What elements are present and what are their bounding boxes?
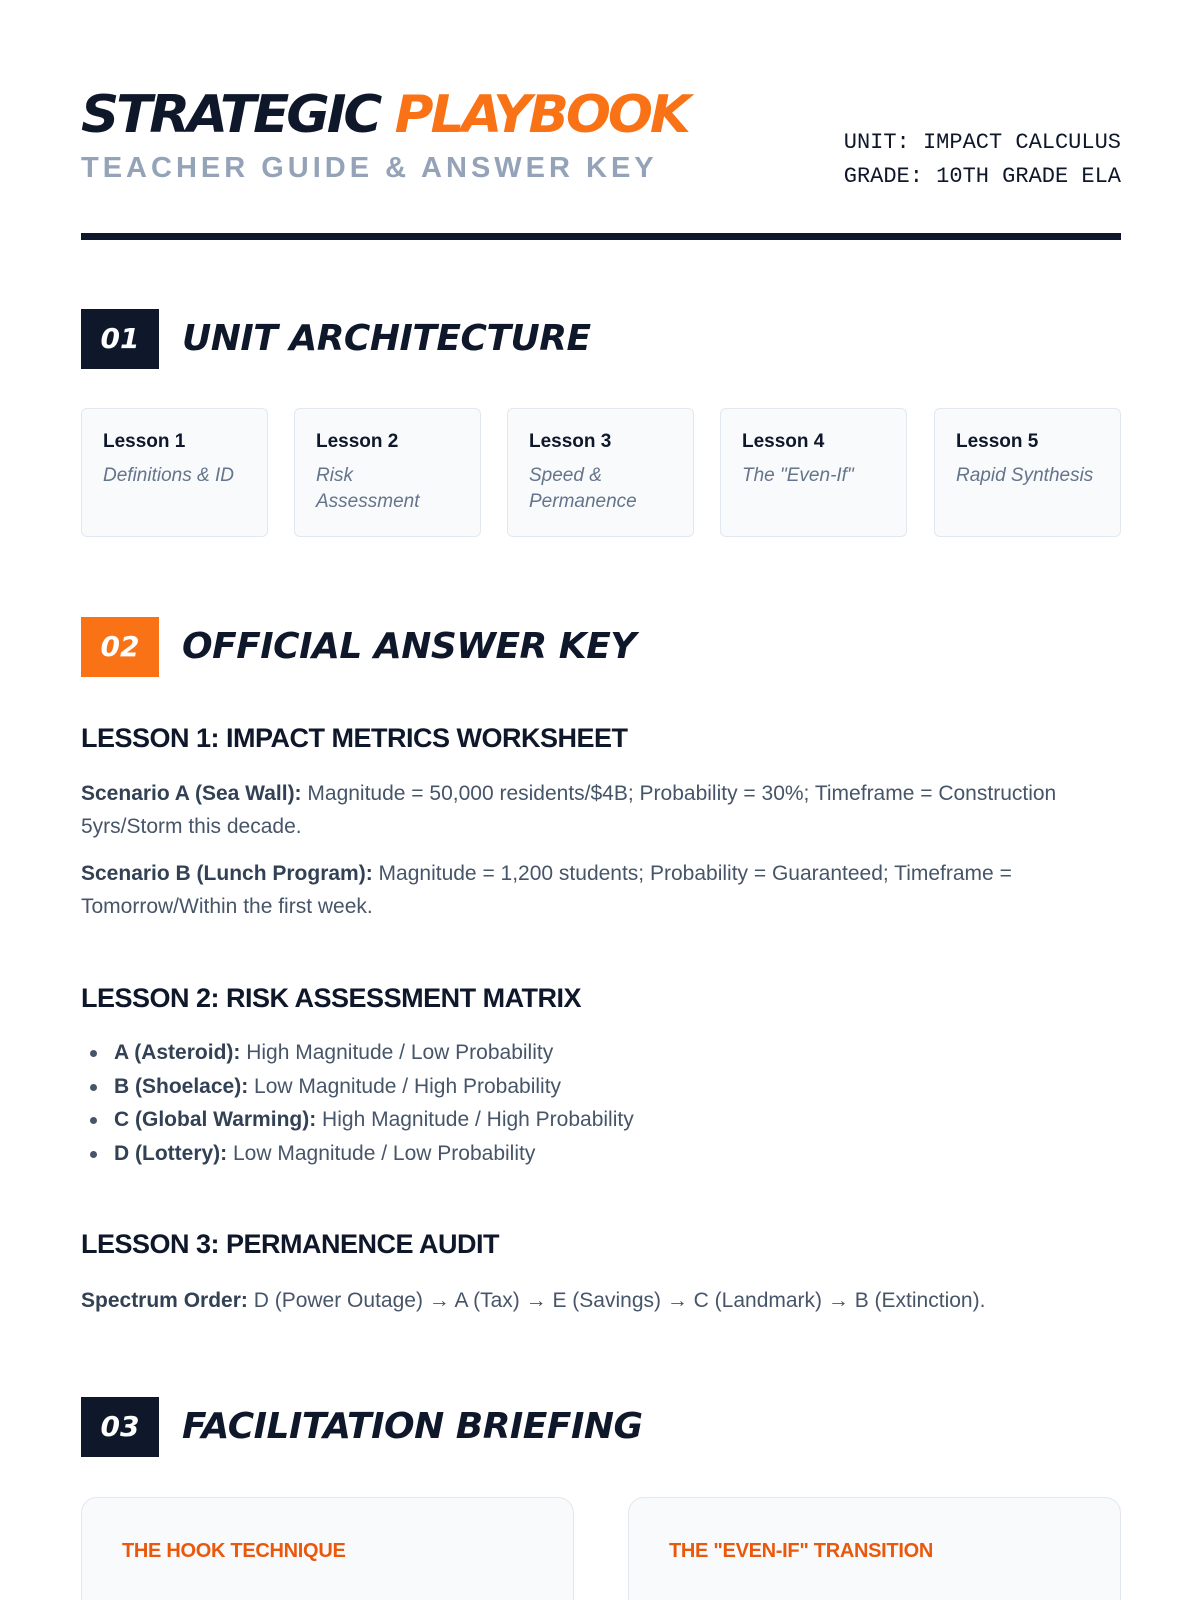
facilitation-card-title: THE HOOK TECHNIQUE [122, 1540, 346, 1562]
title-part-strategic: STRATEGIC [81, 85, 380, 145]
section-number-badge: 01 [81, 309, 159, 369]
section-number-badge: 02 [81, 617, 159, 677]
spectrum-order-answer [81, 1284, 1121, 1317]
item-label: A (Asteroid): [114, 1041, 241, 1064]
bullet-icon [90, 1050, 97, 1057]
bullet-icon [90, 1084, 97, 1091]
unit-line: UNIT: IMPACT CALCULUS [843, 130, 1121, 155]
document-title [81, 82, 688, 148]
title-part-playbook: PLAYBOOK [394, 85, 688, 145]
scenario-b-answer [81, 857, 1121, 923]
lesson-name: Lesson 3 [529, 431, 612, 452]
section-number-badge: 03 [81, 1397, 159, 1457]
item-text: High Magnitude / High Probability [316, 1108, 634, 1131]
facilitation-card-even-if [628, 1497, 1121, 1600]
lesson-name: Lesson 5 [956, 431, 1039, 452]
lesson-name: Lesson 2 [316, 431, 399, 452]
lesson-cards [81, 408, 1121, 537]
item-text: Low Magnitude / High Probability [248, 1074, 562, 1098]
lesson-card-2 [294, 408, 481, 537]
item-label: B (Shoelace): [114, 1074, 249, 1098]
section-facilitation-briefing [81, 1397, 1121, 1457]
lesson-description: Speed & Permanence [529, 465, 637, 512]
scenario-a-answer [81, 777, 1121, 843]
lesson-description: Rapid Synthesis [956, 465, 1094, 486]
section-unit-architecture [81, 309, 1121, 369]
facilitation-card-title: THE "EVEN-IF" TRANSITION [669, 1540, 933, 1562]
item-text: Low Magnitude / Low Probability [227, 1141, 536, 1165]
lesson-card-1 [81, 408, 268, 537]
scenario-a-text: Magnitude = 50,000 residents/$4B; Probability = 30%; Timeframe = Construction 5yrs/Storm this decade. [81, 782, 1057, 838]
bullet-icon [90, 1151, 97, 1158]
item-label: C (Global Warming): [114, 1108, 317, 1131]
section-title: FACILITATION BRIEFING [182, 1406, 643, 1447]
lesson2-heading: LESSON 2: RISK ASSESSMENT MATRIX [81, 983, 582, 1013]
lesson1-heading: LESSON 1: IMPACT METRICS WORKSHEET [81, 723, 628, 753]
facilitation-card-hook [81, 1497, 574, 1600]
lesson-description: The "Even-If" [742, 465, 854, 486]
risk-matrix-list [81, 1036, 1121, 1170]
spectrum-order-text: D (Power Outage) → A (Tax) → E (Savings) → C (Landmark) → B (Extinction). [247, 1289, 986, 1312]
scenario-b-label: Scenario B (Lunch Program): [81, 862, 373, 885]
list-item [81, 1137, 1121, 1171]
item-text: High Magnitude / Low Probability [240, 1041, 554, 1064]
lesson-card-3 [507, 408, 694, 537]
list-item [81, 1070, 1121, 1104]
scenario-a-label: Scenario A (Sea Wall): [81, 782, 302, 805]
grade-line: GRADE: 10TH GRADE ELA [843, 164, 1121, 189]
document-header [81, 82, 1121, 242]
lesson-description: Definitions & ID [103, 465, 234, 486]
section-title: OFFICIAL ANSWER KEY [182, 626, 636, 667]
unit-meta [844, 126, 1121, 194]
spectrum-order-label: Spectrum Order: [81, 1289, 248, 1312]
bullet-icon [90, 1117, 97, 1124]
lesson-name: Lesson 4 [742, 431, 825, 452]
header-divider [81, 233, 1121, 240]
document-subtitle: TEACHER GUIDE & ANSWER KEY [81, 152, 658, 184]
section-title: UNIT ARCHITECTURE [182, 318, 591, 359]
lesson3-heading: LESSON 3: PERMANENCE AUDIT [81, 1229, 500, 1259]
lesson-description: Risk Assessment [316, 465, 420, 512]
section-official-answer-key [81, 617, 1121, 677]
lesson-name: Lesson 1 [103, 431, 186, 452]
list-item [81, 1036, 1121, 1070]
scenario-b-text: Magnitude = 1,200 students; Probability = Guaranteed; Timeframe = Tomorrow/Within the first week. [81, 862, 1012, 918]
lesson-card-4 [720, 408, 907, 537]
lesson-card-5 [934, 408, 1121, 537]
item-label: D (Lottery): [114, 1141, 228, 1165]
list-item [81, 1103, 1121, 1137]
